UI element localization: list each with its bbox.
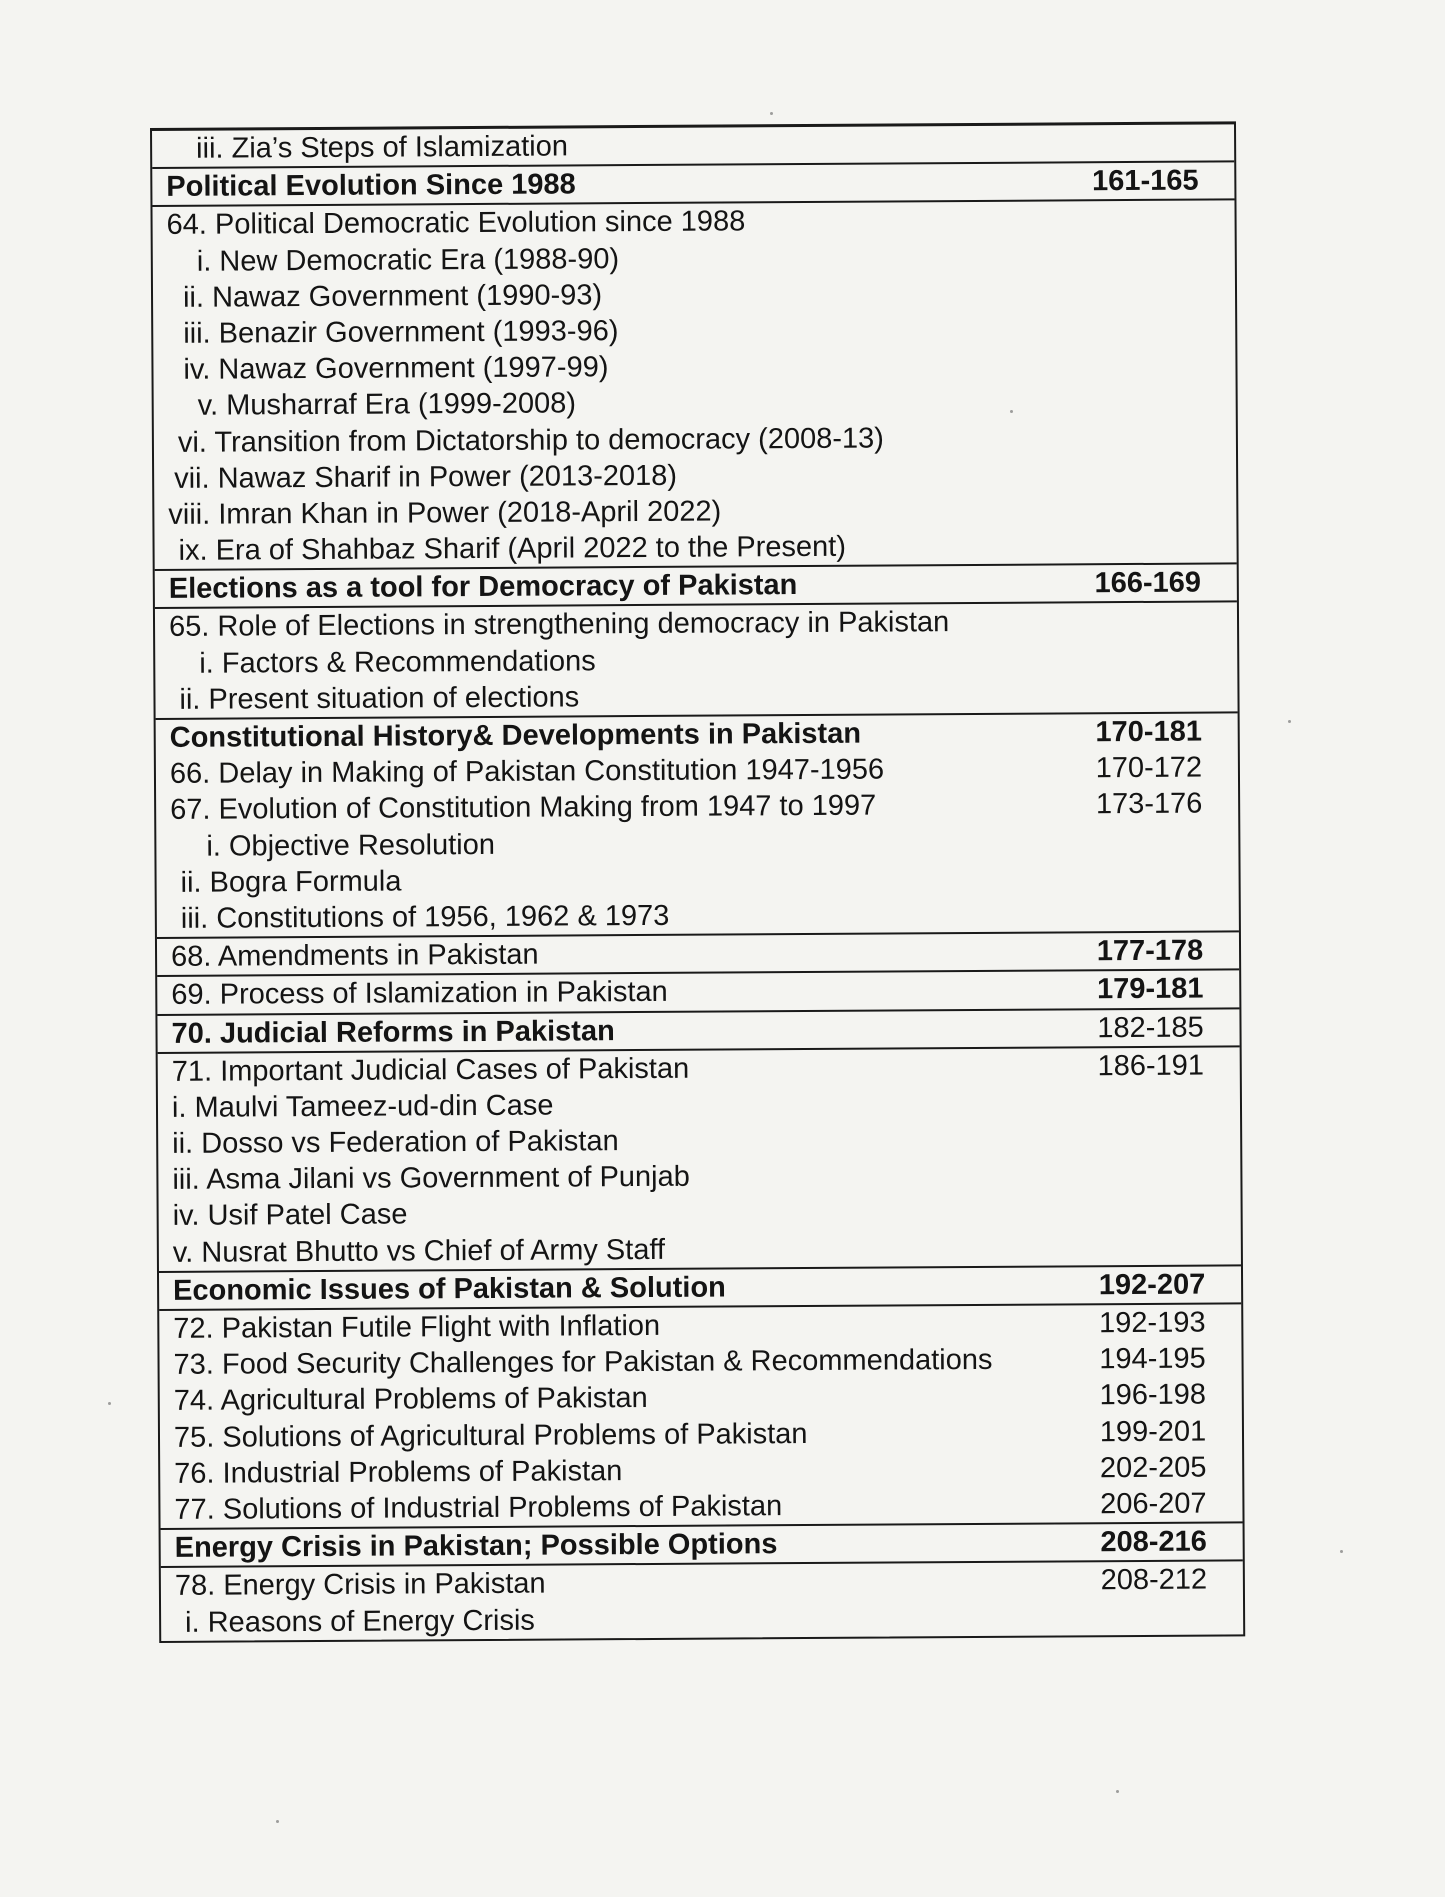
- toc-row: [157, 932, 1239, 977]
- toc-page-range: [1073, 553, 1237, 554]
- toc-heading-text: 70. Judicial Reforms in Pakistan: [171, 1014, 615, 1050]
- toc-page-range: 161-165: [1092, 164, 1199, 198]
- toc-entry-text: vii. Nawaz Sharif in Power (2013-2018): [174, 459, 678, 495]
- toc-entry-text: i. Factors & Recommendations: [199, 644, 596, 680]
- toc-page-range: 199-201: [1099, 1415, 1207, 1448]
- toc-page-range: [1071, 228, 1235, 229]
- toc-page-range: 202-205: [1099, 1451, 1207, 1484]
- toc-entry-text: ii. Nawaz Government (1990-93): [182, 278, 603, 314]
- toc-page-range: 177-178: [1096, 934, 1204, 968]
- toc-entry-text: i. Objective Resolution: [206, 828, 496, 863]
- toc-entry-text: iii. Benazir Government (1993-96): [183, 315, 619, 350]
- toc-section-heading: [159, 1266, 1241, 1311]
- toc-page-range: 192-207: [1098, 1268, 1206, 1302]
- toc-page-range: [1072, 409, 1236, 410]
- toc-row: [161, 1598, 1243, 1641]
- toc-row: [159, 1228, 1241, 1273]
- paper-speck: [1340, 1550, 1343, 1553]
- toc-page-range: [1072, 445, 1236, 446]
- toc-page-range: [1077, 1255, 1241, 1256]
- toc-entry-text: v. Nusrat Bhutto vs Chief of Army Staff: [172, 1233, 666, 1269]
- toc-page-range: [1076, 1110, 1240, 1111]
- toc-page-range: [1079, 1625, 1243, 1626]
- toc-page-range: 173-176: [1095, 787, 1203, 821]
- paper-speck: [1288, 720, 1291, 723]
- toc-page-range: [1076, 1183, 1240, 1184]
- toc-row: [156, 786, 1238, 829]
- toc-page-range: 208-212: [1100, 1563, 1208, 1597]
- toc-row: [157, 971, 1239, 1016]
- toc-row: [161, 1562, 1243, 1605]
- toc-row: [155, 675, 1237, 720]
- toc-page-range: 179-181: [1096, 972, 1204, 1006]
- toc-page-range: [1074, 849, 1238, 850]
- toc-entry-text: v. Musharraf Era (1999-2008): [197, 387, 577, 423]
- toc-entry-text: iii. Zia’s Steps of Islamization: [196, 130, 568, 165]
- toc-entry-text: 73. Food Security Challenges for Pakistan & Recommendations: [173, 1344, 993, 1382]
- paper-speck: [770, 112, 773, 115]
- toc-entry-text: iii. Constitutions of 1956, 1962 & 1973: [180, 899, 670, 935]
- toc-row: [157, 894, 1239, 939]
- toc-entry-text: ii. Bogra Formula: [180, 865, 402, 899]
- toc-page-range: 194-195: [1099, 1342, 1206, 1376]
- toc-entry-text: ii. Present situation of elections: [179, 681, 580, 716]
- toc-page-range: 196-198: [1099, 1378, 1207, 1412]
- toc-entry-text: 68. Amendments in Pakistan: [170, 938, 539, 974]
- toc-entry-text: ix. Era of Shahbaz Sharif (April 2022 to the Present): [178, 530, 847, 567]
- toc-entry-text: iii. Asma Jilani vs Government of Punjab: [172, 1160, 690, 1197]
- toc-entry-text: ii. Dosso vs Federation of Pakistan: [172, 1125, 619, 1160]
- toc-entry-text: i. New Democratic Era (1988-90): [196, 242, 620, 278]
- paper-speck: [276, 1820, 279, 1823]
- toc-entry-text: 77. Solutions of Industrial Problems of Pakistan: [174, 1490, 783, 1526]
- toc-section-heading: [161, 1523, 1243, 1568]
- toc-section-heading: [157, 1009, 1239, 1054]
- toc-page-range: [1073, 666, 1237, 667]
- toc-row: [160, 1485, 1242, 1530]
- toc-entry-text: 78. Energy Crisis in Pakistan: [174, 1567, 546, 1603]
- toc-page-range: [1076, 1146, 1240, 1147]
- toc-entry-text: 71. Important Judicial Cases of Pakistan: [171, 1052, 690, 1088]
- toc-entry-text: 66. Delay in Making of Pakistan Constitution 1947-1956: [169, 753, 885, 791]
- toc-row: [158, 1047, 1240, 1090]
- toc-page-range: 206-207: [1100, 1487, 1207, 1521]
- toc-page-range: 170-172: [1095, 751, 1203, 785]
- toc-page-range: 192-193: [1099, 1306, 1206, 1340]
- toc-entry-text: viii. Imran Khan in Power (2018-April 2022): [168, 495, 722, 531]
- toc-page-range: [1072, 517, 1236, 518]
- toc-entry-text: i. Reasons of Energy Crisis: [185, 1604, 535, 1639]
- toc-entry-text: 65. Role of Elections in strengthening democracy in Pakistan: [168, 606, 950, 644]
- toc-page-range: [1073, 630, 1237, 631]
- toc-entry-text: 74. Agricultural Problems of Pakistan: [173, 1382, 648, 1418]
- toc-page-range: [1071, 300, 1235, 301]
- toc-page-range: 208-216: [1100, 1525, 1207, 1559]
- toc-entry-text: i. Maulvi Tameez-ud-din Case: [171, 1089, 554, 1124]
- toc-entry-text: iv. Nawaz Government (1997-99): [183, 351, 609, 386]
- paper-speck: [1116, 1790, 1119, 1793]
- toc-entry-text: 67. Evolution of Constitution Making from 1947 to 1997: [170, 789, 877, 827]
- toc-page-range: [1075, 921, 1239, 922]
- toc-heading-text: Political Evolution Since 1988: [166, 168, 576, 204]
- toc-entry-text: 76. Industrial Problems of Pakistan: [174, 1454, 623, 1490]
- toc-entry-text: 69. Process of Islamization in Pakistan: [171, 976, 668, 1012]
- toc-entry-text: 75. Solutions of Agricultural Problems of Pakistan: [173, 1417, 808, 1454]
- toc-heading-text: Constitutional History& Developments in Pakistan: [169, 717, 862, 754]
- toc-page-range: [1072, 481, 1236, 482]
- toc-entry-text: iv. Usif Patel Case: [172, 1198, 408, 1233]
- toc-page-range: [1072, 372, 1236, 373]
- table-of-contents: [150, 121, 1245, 1642]
- toc-heading-text: Elections as a tool for Democracy of Pakistan: [168, 569, 798, 606]
- toc-page-range: 186-191: [1097, 1049, 1205, 1082]
- toc-page-range: [1071, 264, 1235, 265]
- toc-entry-text: 64. Political Democratic Evolution since 1988: [166, 205, 746, 242]
- toc-section-heading: [155, 565, 1237, 610]
- toc-page-range: [1075, 885, 1239, 886]
- paper-speck: [108, 1402, 111, 1405]
- toc-row: [152, 124, 1234, 169]
- toc-entry-text: 72. Pakistan Futile Flight with Inflation: [173, 1309, 661, 1345]
- toc-entry-text: vi. Transition from Dictatorship to democracy (2008-13): [177, 422, 884, 459]
- toc-section-heading: [152, 163, 1234, 208]
- toc-page-range: [1071, 336, 1235, 337]
- toc-heading-text: Energy Crisis in Pakistan; Possible Options: [174, 1528, 778, 1565]
- toc-page-range: [1074, 702, 1238, 703]
- toc-heading-text: Economic Issues of Pakistan & Solution: [173, 1271, 726, 1307]
- toc-page-range: 170-181: [1095, 715, 1203, 749]
- toc-page-range: 166-169: [1094, 566, 1202, 600]
- toc-page-range: [1070, 151, 1234, 152]
- toc-page-range: [1077, 1219, 1241, 1220]
- toc-page-range: 182-185: [1097, 1011, 1204, 1044]
- toc-row: [154, 526, 1236, 571]
